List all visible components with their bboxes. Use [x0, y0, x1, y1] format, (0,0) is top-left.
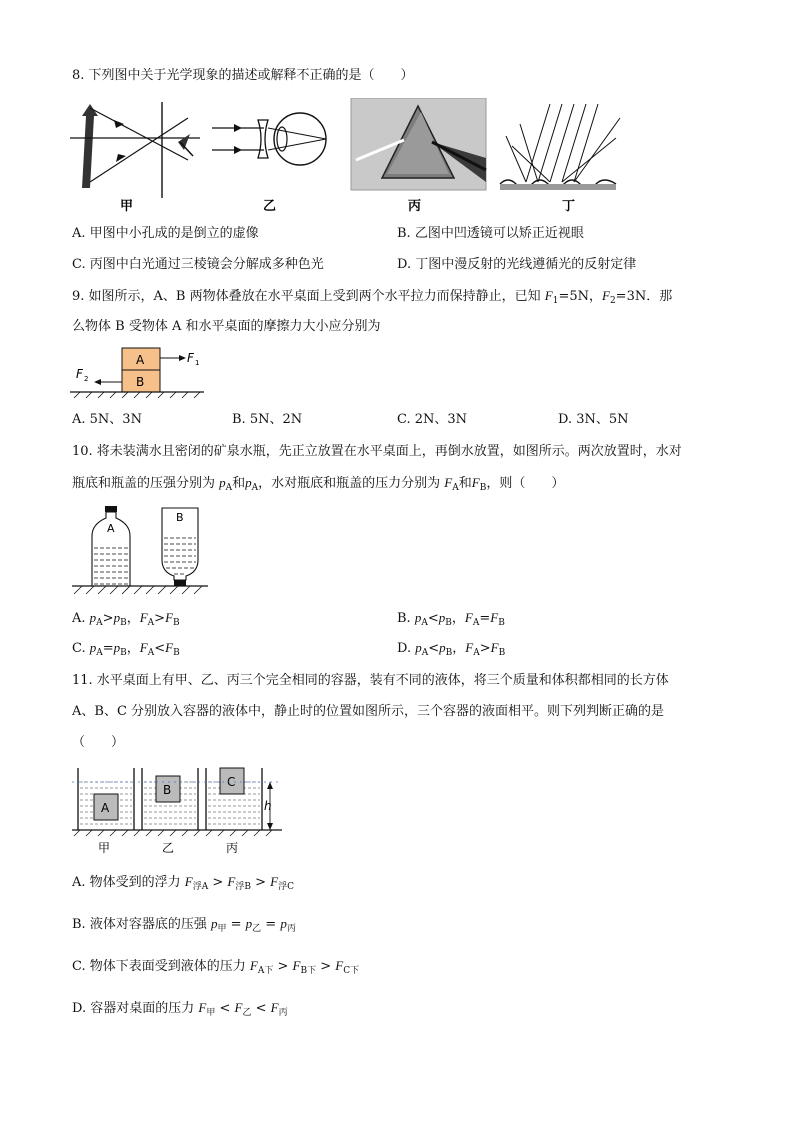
container-label-yi: 乙 — [162, 841, 175, 855]
q9-option-c: C. 2N、3N — [397, 412, 468, 427]
q10-option-a: A. $p_A>p_B$，$F_A>F_B$ — [72, 610, 180, 628]
q9-option-d: D. 3N、5N — [558, 412, 629, 427]
q10-option-b: B. $p_A<p_B$，$F_A=F_B$ — [397, 610, 505, 628]
fig-diffuse-reflection — [500, 104, 620, 190]
container-label-bing: 丙 — [226, 841, 239, 855]
bottle-a-label: A — [107, 522, 115, 535]
q11-option-d: D. 容器对桌面的压力 $F_甲 < F_乙 < F_丙$ — [72, 1000, 288, 1018]
q10-option-d: D. $p_A<p_B$，$F_A>F_B$ — [397, 640, 506, 658]
q8-stem: 8. 下列图中关于光学现象的描述或解释不正确的是（ ） — [72, 68, 414, 83]
q11-option-c: C. 物体下表面受到液体的压力 $F_{A下} > F_{B下} > F_{C下}$ — [72, 958, 360, 976]
fig-label-yi: 乙 — [263, 199, 277, 214]
fig-label-jia: 甲 — [120, 199, 134, 214]
q8-option-b: B. 乙图中凹透镜可以矫正近视眼 — [397, 226, 584, 241]
force-2-sub: 2 — [84, 375, 89, 383]
container-label-jia: 甲 — [98, 841, 111, 855]
block-a: A — [101, 801, 110, 815]
q10-stem-line2: 瓶底和瓶盖的压强分别为 $p_A$和$p_A$，水对瓶底和瓶盖的压力分别为 $F_A$和$F_B$，则（ ） — [72, 475, 565, 493]
force-1-sub: 1 — [195, 359, 200, 367]
q11-figure — [70, 764, 290, 858]
height-label: h — [264, 799, 272, 813]
q10-figure — [70, 504, 210, 596]
container-yi — [142, 768, 198, 830]
bottle-inverted — [162, 508, 198, 586]
q11-stem-line2: A、B、C 分别放入容器的液体中，静止时的位置如图所示，三个容器的液面相平。则下列判断正确的是 — [72, 704, 665, 719]
q10-option-c: C. $p_A=p_B$，$F_A<F_B$ — [72, 640, 180, 658]
fig-label-bing: 丙 — [408, 199, 422, 214]
bottle-b-label: B — [176, 511, 184, 524]
q11-option-b: B. 液体对容器底的压强 $p_甲 = p_乙 = p_丙$ — [72, 916, 296, 934]
q11-stem-line3: （ ） — [72, 735, 125, 750]
q9-option-b: B. 5N、2N — [232, 412, 303, 427]
fig-label-ding: 丁 — [562, 199, 576, 214]
q11-option-a: A. 物体受到的浮力 $F_{浮A} > F_{浮B} > F_{浮C}$ — [72, 874, 295, 892]
block-b-label: B — [136, 375, 145, 389]
force-1-label: F — [187, 351, 194, 365]
block-c: C — [227, 775, 236, 789]
bottle-upright — [92, 506, 130, 586]
block-b: B — [163, 783, 172, 797]
fig-pinhole — [70, 102, 200, 198]
q9-stem-line2: 么物体 B 受物体 A 和水平桌面的摩擦力大小应分别为 — [72, 319, 381, 334]
q9-option-a: A. 5N、3N — [72, 412, 142, 427]
block-a-label: A — [136, 353, 145, 367]
q8-option-c: C. 丙图中白光通过三棱镜会分解成多种色光 — [72, 257, 324, 272]
container-bing — [206, 768, 262, 830]
container-jia — [78, 768, 134, 830]
q8-option-a: A. 甲图中小孔成的是倒立的虚像 — [72, 226, 259, 241]
q10-stem-line1: 10. 将未装满水且密闭的矿泉水瓶，先正立放置在水平桌面上，再倒水放置，如图所示。两次放置时，水对 — [72, 444, 682, 459]
q11-stem-line1: 11. 水平桌面上有甲、乙、丙三个完全相同的容器，装有不同的液体，将三个质量和体积都相同的长方体 — [72, 673, 669, 688]
q9-figure — [70, 344, 210, 400]
q9-stem-line1: 9. 如图所示，A、B 两物体叠放在水平桌面上受到两个水平拉力而保持静止，已知 $F_1=5N$，$F_2=3N$．那 — [72, 288, 673, 306]
force-2-label: F — [76, 367, 83, 381]
fig-eye-concave-lens — [212, 113, 326, 165]
q8-option-d: D. 丁图中漫反射的光线遵循光的反射定律 — [397, 257, 637, 272]
q8-figures — [68, 98, 628, 216]
fig-prism — [351, 98, 486, 190]
